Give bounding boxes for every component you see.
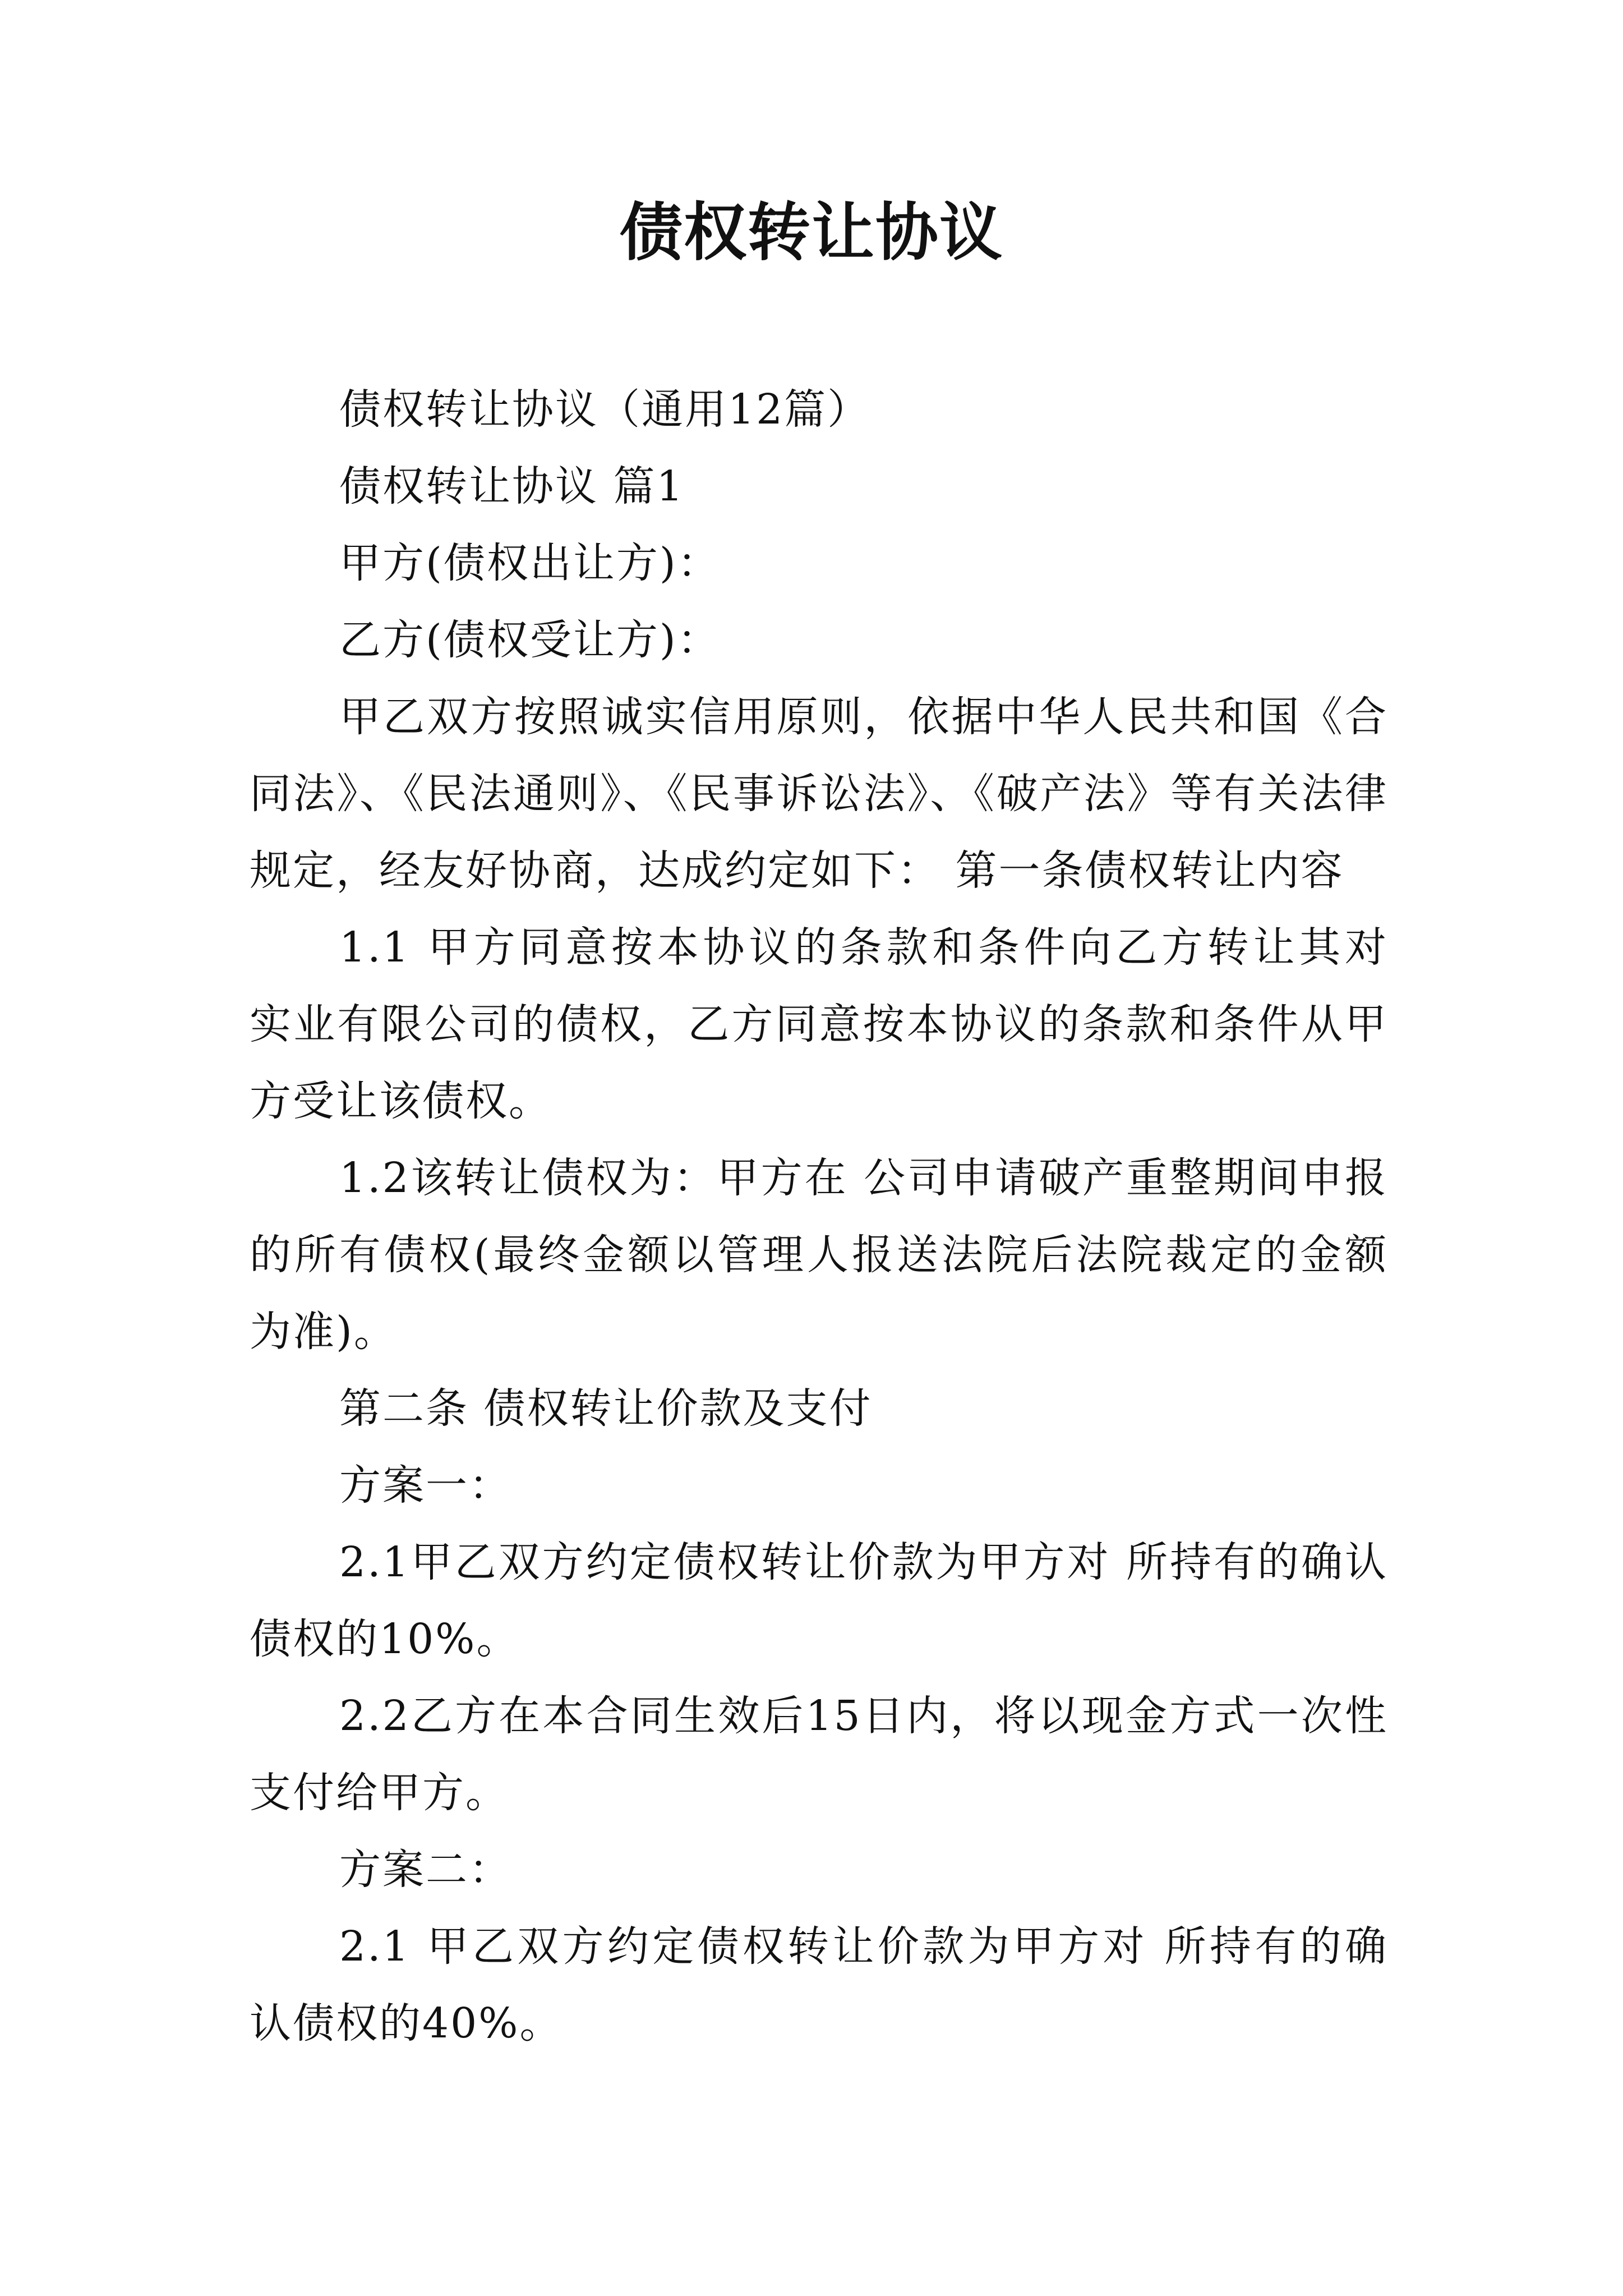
paragraph-party-a: 甲方(债权出让方)： xyxy=(339,539,721,587)
paragraph-party-b: 乙方(债权受让方)： xyxy=(339,616,721,664)
paragraph-preamble: 甲乙双方按照诚实信用原则，依据中华人民共和国《合同法》、《民法通则》、《民事诉讼法》、《破产法》等有关法律规定，经友好协商，达成约定如下： 第一条债权转让内容 xyxy=(250,693,1388,895)
paragraph-option-1-clause-2-2: 2.2乙方在本合同生效后15日内，将以现金方式一次性支付给甲方。 xyxy=(250,1692,1388,1817)
paragraph-option-1: 方案一： xyxy=(339,1461,512,1510)
paragraph-clause-1-2: 1.2该转让债权为：甲方在 公司申请破产重整期间申报的所有债权(最终金额以管理人报送法院后法院裁定的金额为准)。 xyxy=(250,1154,1388,1356)
paragraph-chapter-heading: 债权转让协议 篇1 xyxy=(339,462,685,510)
paragraph-clause-1-1: 1.1 甲方同意按本协议的条款和条件向乙方转让其对 实业有限公司的债权，乙方同意按本协议的条款和条件从甲方受让该债权。 xyxy=(250,923,1388,1125)
paragraph-option-2-clause-2-1: 2.1 甲乙双方约定债权转让价款为甲方对 所持有的确认债权的40%。 xyxy=(250,1922,1388,2047)
paragraph-option-2: 方案二： xyxy=(339,1846,512,1894)
document-body xyxy=(250,371,1388,2062)
paragraph-option-1-clause-2-1: 2.1甲乙双方约定债权转让价款为甲方对 所持有的确认债权的10%。 xyxy=(250,1538,1388,1663)
document-title: 债权转让协议 xyxy=(620,196,1003,269)
paragraph-subtitle: 债权转让协议（通用12篇） xyxy=(339,385,871,434)
paragraph-article-2-heading: 第二条 债权转让价款及支付 xyxy=(339,1384,873,1433)
